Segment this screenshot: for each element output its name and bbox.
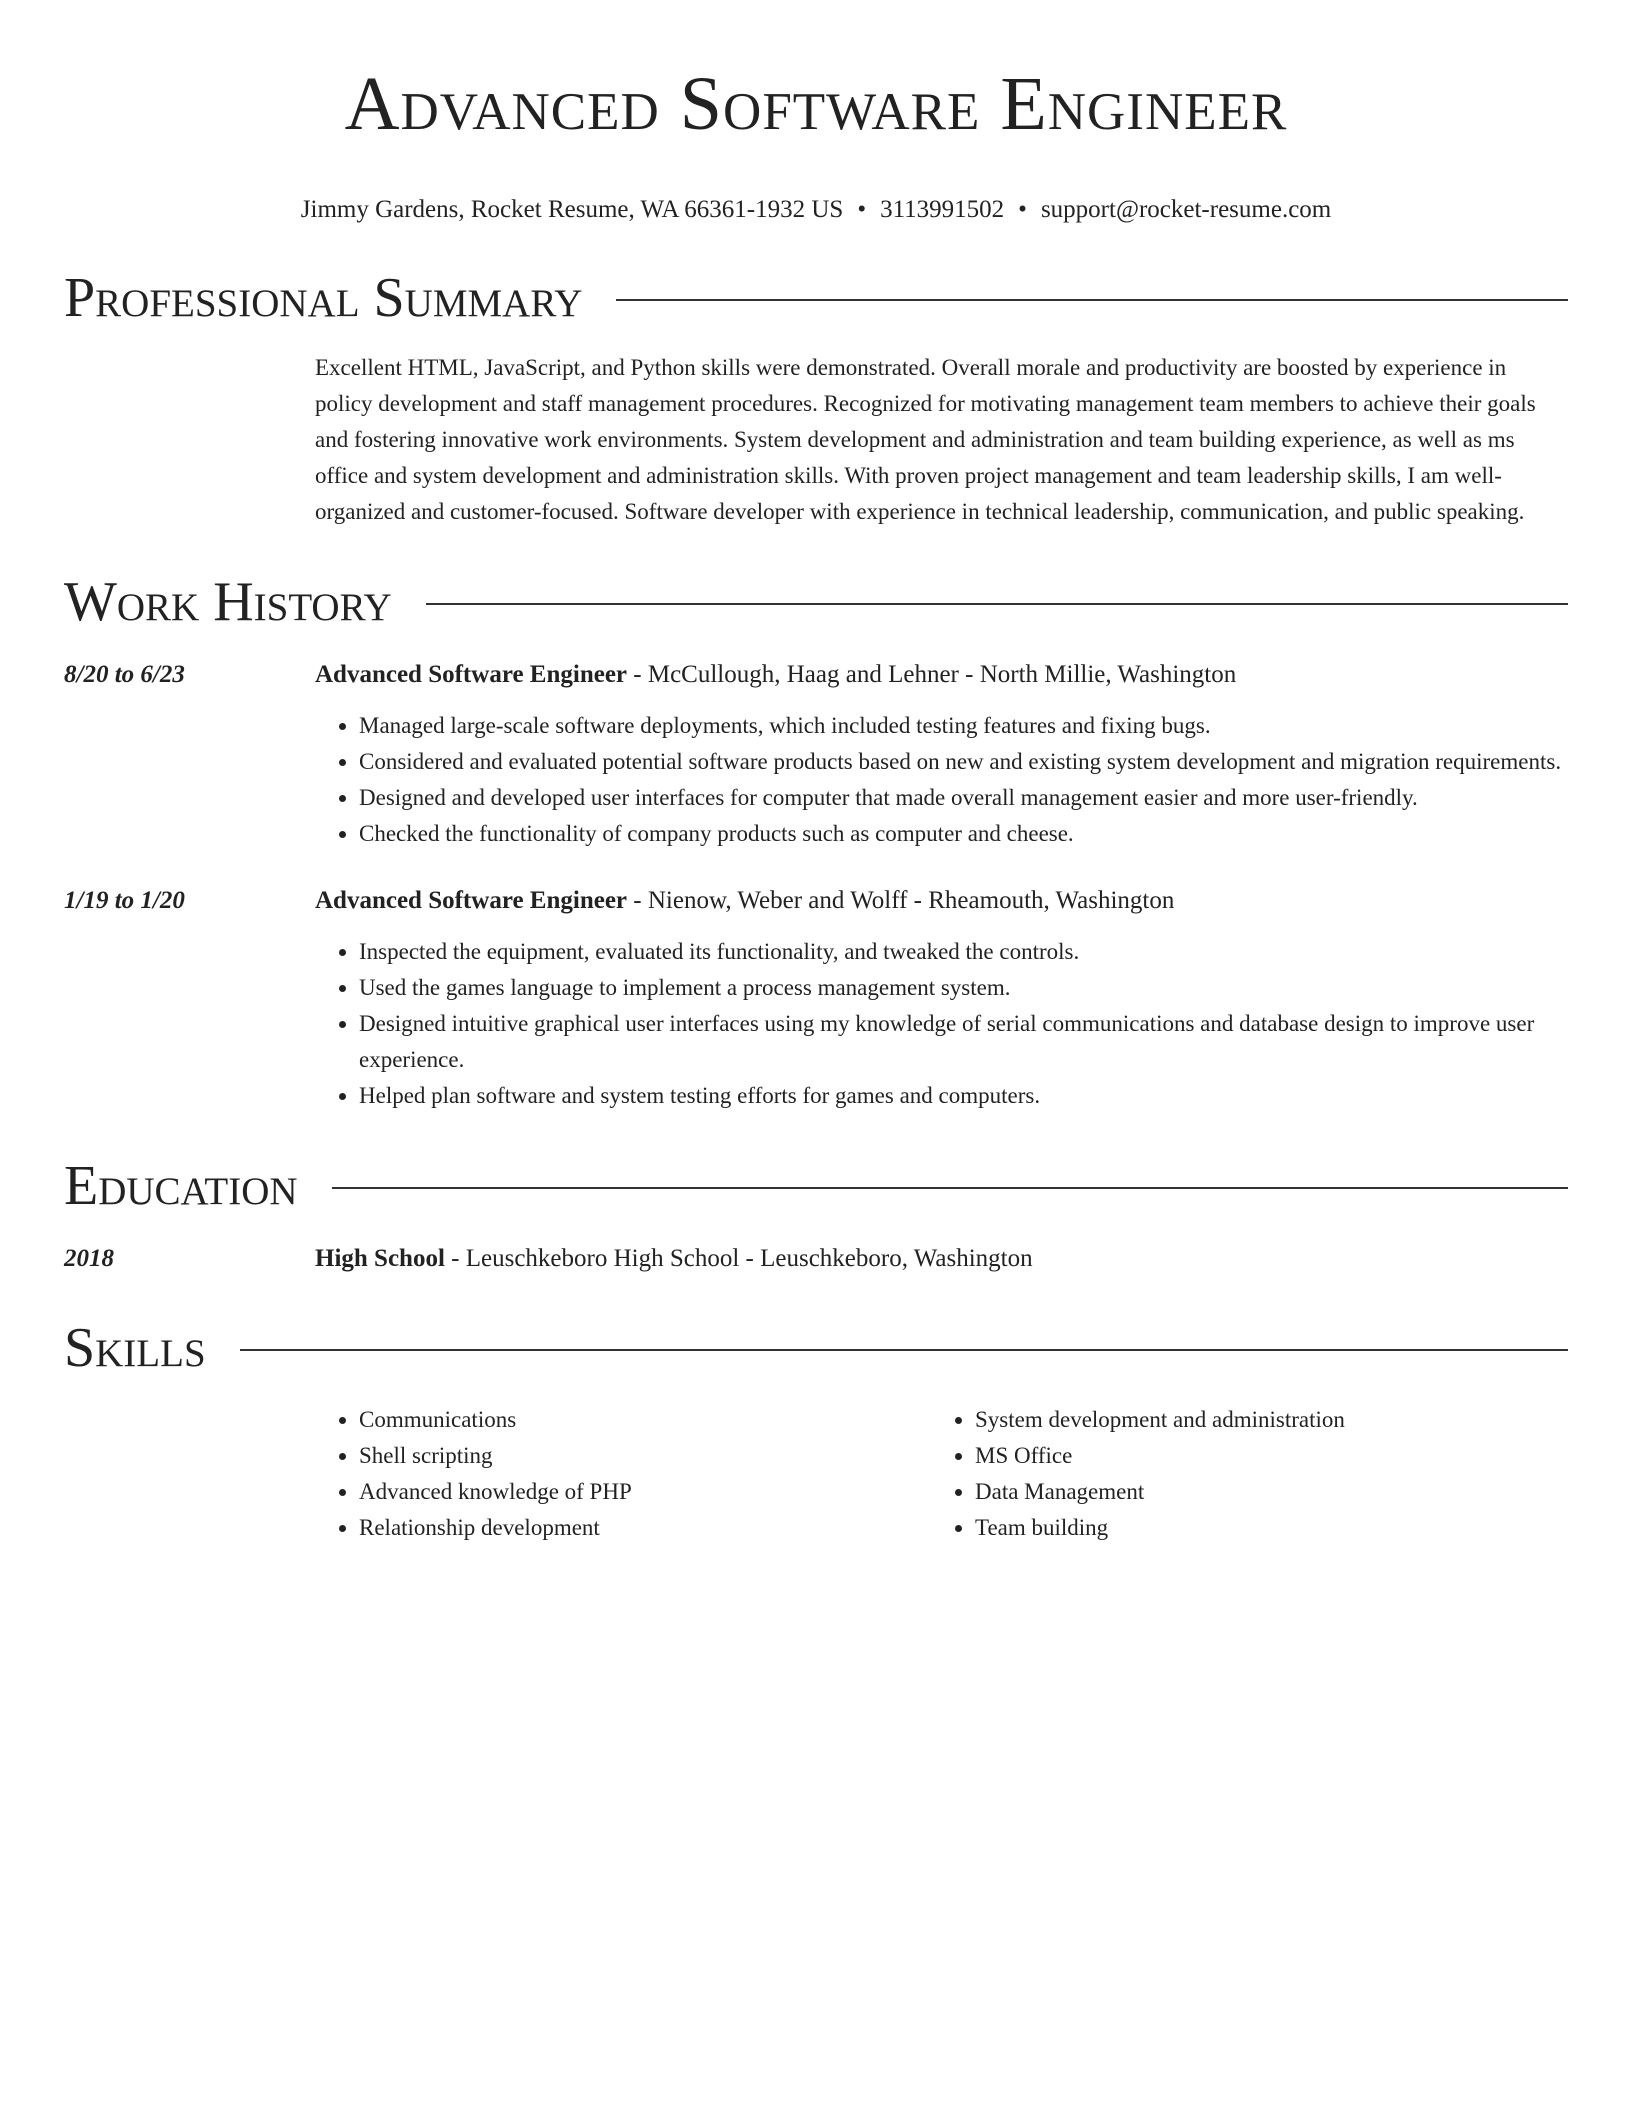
work-heading: Work History [64, 571, 392, 633]
job-bullet: • Helped plan software and system testing efforts for games and computers. [359, 1078, 1568, 1114]
phone: 3113991502 [880, 196, 1005, 223]
email: support@rocket-resume.com [1040, 196, 1332, 223]
skill-item: • MS Office [975, 1438, 1547, 1474]
skills-heading: Skills [64, 1317, 206, 1379]
job-details: - McCullough, Haag and Lehner - North Millie, Washington [627, 661, 1237, 688]
job-dates: 8/20 to 6/23 [64, 661, 185, 688]
job-dates: 1/19 to 1/20 [64, 887, 185, 914]
job-title-line [315, 658, 1236, 692]
separator-dot: • [1018, 196, 1027, 223]
job-entry [64, 658, 1568, 692]
contact-line [64, 194, 1568, 226]
section-divider [332, 1187, 1568, 1189]
work-section-header [64, 568, 1568, 636]
education-heading: Education [64, 1155, 298, 1217]
address: Jimmy Gardens, Rocket Resume, WA 66361-1932 US [300, 196, 844, 223]
job-entry [64, 884, 1568, 918]
separator-dot: • [857, 196, 867, 223]
job-bullet: • Considered and evaluated potential software products based on new and existing system development and migration requirements. [359, 744, 1568, 780]
summary-heading: Professional Summary [64, 267, 583, 329]
skill-item: • Relationship development [359, 1510, 931, 1546]
resume-name: Advanced Software Engineer [344, 62, 1288, 146]
job-title: Advanced Software Engineer [315, 887, 628, 914]
job-bullets [315, 708, 1568, 852]
skills-list [315, 1402, 1568, 1546]
skill-item: • Communications [359, 1402, 931, 1438]
education-section-header [64, 1152, 1568, 1220]
section-divider [426, 603, 1568, 605]
skill-item: • Shell scripting [359, 1438, 931, 1474]
job-bullet: • Inspected the equipment, evaluated its functionality, and tweaked the controls. [359, 934, 1568, 970]
section-divider [240, 1349, 1568, 1351]
job-bullet: • Designed and developed user interfaces for computer that made overall management easier and more user-friendly. [359, 780, 1568, 816]
education-line [315, 1242, 1033, 1276]
job-title-line [315, 884, 1174, 918]
job-bullet: • Managed large-scale software deployments, which included testing features and fixing bugs. [359, 708, 1568, 744]
skill-item: • Data Management [975, 1474, 1547, 1510]
job-bullet: • Used the games language to implement a process management system. [359, 970, 1568, 1006]
education-entry [64, 1242, 1568, 1276]
skill-item: • Team building [975, 1510, 1547, 1546]
job-title: Advanced Software Engineer [315, 661, 628, 688]
skills-column-right [931, 1402, 1547, 1546]
skills-column-left [315, 1402, 931, 1546]
job-bullet: • Designed intuitive graphical user interfaces using my knowledge of serial communications and database design to improve user experience. [359, 1006, 1568, 1078]
skill-item: • System development and administration [975, 1402, 1547, 1438]
section-divider [616, 299, 1568, 301]
skill-item: • Advanced knowledge of PHP [359, 1474, 931, 1510]
job-bullets [315, 934, 1568, 1114]
summary-section-header [64, 264, 1568, 332]
job-details: - Nienow, Weber and Wolff - Rheamouth, Washington [627, 887, 1175, 914]
job-bullet: • Checked the functionality of company products such as computer and cheese. [359, 816, 1568, 852]
summary-text: Excellent HTML, JavaScript, and Python skills were demonstrated. Overall morale and productivity are boosted by experience in policy development and staff management procedures. Recognized for motivating management team members to achieve their goals and fostering innovative work environments. System development and administration and team building experience, as well as ms office and system development and administration skills. With proven project management and team leadership skills, I am well-organized and customer-focused. Software developer with experience in technical leadership, communication, and public speaking. [315, 355, 1536, 524]
skills-section-header [64, 1314, 1568, 1382]
education-degree: High School [315, 1245, 445, 1272]
education-details: - Leuschkeboro High School - Leuschkeboro, Washington [444, 1245, 1033, 1272]
education-year: 2018 [64, 1245, 114, 1272]
